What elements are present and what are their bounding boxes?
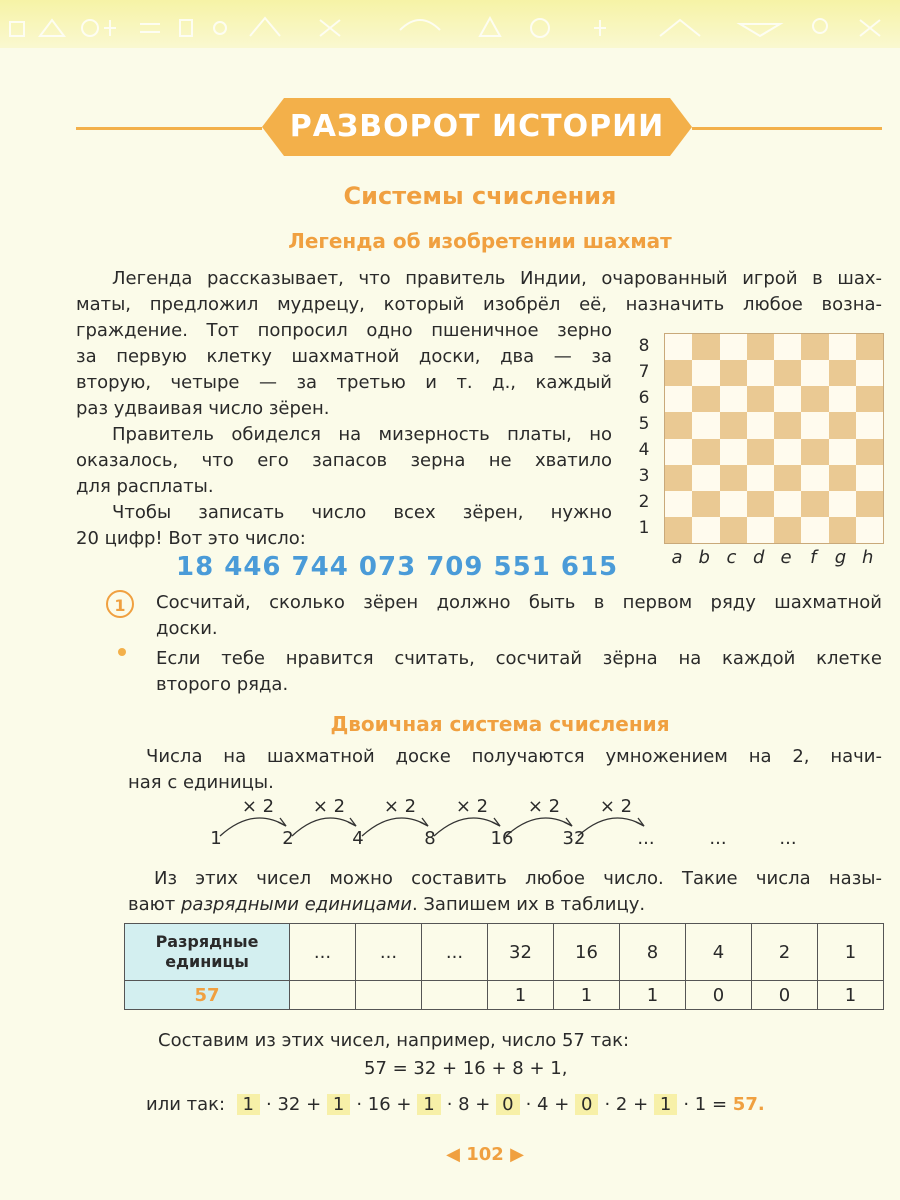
sequence-number: 4 xyxy=(352,828,364,849)
text-line: второго ряда. xyxy=(156,674,289,695)
table-cell xyxy=(422,981,488,1010)
table-header-cell: 8 xyxy=(620,924,686,981)
arrow-head xyxy=(492,818,500,826)
equation-prefix: или так: xyxy=(146,1094,226,1115)
text-line: вторую, четыре — за третью и т. д., каждый xyxy=(76,372,612,393)
text-line: маты, предложил мудрецу, который изобрёл её, назначить любое возна- xyxy=(76,294,882,315)
table-cell: 1 xyxy=(818,981,884,1010)
binary-subtitle: Двоичная система счисления xyxy=(330,712,670,736)
grain-count-number: 18 446 744 073 709 551 615 xyxy=(176,552,619,582)
text-line: Легенда рассказывает, что правитель Индии, очарованный игрой в шах- xyxy=(112,268,882,289)
equation-term: · 16 + xyxy=(356,1094,412,1115)
table-header-cell: ... xyxy=(356,924,422,981)
chessboard-row-label: 3 xyxy=(638,466,650,486)
text-line: Чтобы записать число всех зёрен, нужно xyxy=(112,502,612,523)
text-line: . Запишем их в таблицу. xyxy=(411,894,646,915)
chessboard-column-label: h xyxy=(862,547,874,568)
chessboard-column-label: e xyxy=(780,547,792,568)
table-cell xyxy=(290,981,356,1010)
sequence-number: 1 xyxy=(210,828,222,849)
page-number xyxy=(440,1144,530,1165)
text-line: доски. xyxy=(156,618,218,639)
table-header-cell: 32 xyxy=(488,924,554,981)
binary-digit-highlight: 1 xyxy=(417,1094,440,1115)
equation-term: · 8 + xyxy=(446,1094,491,1115)
table-cell: 0 xyxy=(752,981,818,1010)
text-line: Составим из этих чисел, например, число 57 так: xyxy=(158,1030,630,1051)
next-page-icon[interactable]: ▶ xyxy=(510,1144,524,1165)
equation-term: · 4 + xyxy=(525,1094,570,1115)
chessboard-column-label: g xyxy=(834,547,847,568)
banner-title: РАЗВОРОТ ИСТОРИИ xyxy=(289,109,665,144)
table-cell: 1 xyxy=(554,981,620,1010)
arrow-head xyxy=(636,818,644,826)
text-line: Из этих чисел можно составить любое число. Такие числа назы- xyxy=(154,868,882,889)
table-cell: 1 xyxy=(620,981,686,1010)
table-row xyxy=(125,981,884,1010)
table-header-cell: 16 xyxy=(554,924,620,981)
multiplier-label: × 2 xyxy=(383,796,417,817)
text-line: раз удваивая число зёрен. xyxy=(76,398,330,419)
binary-digit-highlight: 1 xyxy=(327,1094,350,1115)
chessboard-column-label: b xyxy=(698,547,710,568)
text-line: для расплаты. xyxy=(76,476,214,497)
equation-2 xyxy=(146,1094,765,1115)
compose-text xyxy=(158,1028,758,1054)
legend-subtitle: Легенда об изобретении шахмат xyxy=(288,229,672,253)
sequence-number: 32 xyxy=(562,828,586,849)
table-cell: 1 xyxy=(488,981,554,1010)
equation-term: · 2 + xyxy=(604,1094,649,1115)
term-italic: разрядными единицами xyxy=(181,894,412,915)
text-line: оказалось, что его запасов зерна не хватило xyxy=(76,450,612,471)
table-cell xyxy=(356,981,422,1010)
sequence-number: 16 xyxy=(490,828,514,849)
sequence-number: ... xyxy=(637,828,655,849)
chessboard-column-label: d xyxy=(753,547,765,568)
binary-digit-highlight: 1 xyxy=(237,1094,260,1115)
table-header-cell: 4 xyxy=(686,924,752,981)
multiplier-label: × 2 xyxy=(527,796,561,817)
table-header-label: Разрядные единицы xyxy=(125,924,290,981)
text-line: вают xyxy=(128,894,181,915)
binary-digit-highlight: 0 xyxy=(575,1094,598,1115)
table-header-cell: ... xyxy=(290,924,356,981)
sequence-number: 2 xyxy=(282,828,294,849)
sequence-number: ... xyxy=(709,828,727,849)
arrow-head xyxy=(278,818,286,826)
prev-page-icon[interactable]: ◀ xyxy=(446,1144,460,1165)
chessboard-column-label: a xyxy=(671,547,683,568)
section-title: Системы счисления xyxy=(343,182,617,210)
table-row-label: 57 xyxy=(125,981,290,1010)
table-row xyxy=(125,924,884,981)
chessboard-row-label: 7 xyxy=(638,362,650,382)
text-line: граждение. Тот попросил одно пшеничное зерно xyxy=(76,320,612,341)
arrow-head xyxy=(564,818,572,826)
multiplier-label: × 2 xyxy=(599,796,633,817)
chessboard-column-label: c xyxy=(726,547,737,568)
chessboard-row-label: 2 xyxy=(638,492,650,512)
text-line: 20 цифр! Вот это число: xyxy=(76,528,306,549)
binary-digit-highlight: 0 xyxy=(496,1094,519,1115)
task-number-badge: 1 xyxy=(106,590,134,618)
text-line: Сосчитай, сколько зёрен должно быть в первом ряду шахматной xyxy=(156,592,882,613)
equation-term: · 1 = xyxy=(683,1094,728,1115)
sequence-number: 8 xyxy=(424,828,436,849)
arrow-head xyxy=(420,818,428,826)
text-line: за первую клетку шахматной доски, два — за xyxy=(76,346,612,367)
text-line: ная с единицы. xyxy=(128,772,274,793)
chessboard-row-label: 5 xyxy=(638,414,650,434)
equation-1: 57 = 32 + 16 + 8 + 1, xyxy=(364,1058,568,1079)
binary-text-2 xyxy=(128,866,882,918)
table-header-cell: 1 xyxy=(818,924,884,981)
text-line: Правитель обиделся на мизерность платы, но xyxy=(112,424,612,445)
table-header-cell: ... xyxy=(422,924,488,981)
table-header-cell: 2 xyxy=(752,924,818,981)
place-value-table xyxy=(124,923,884,1010)
sequence-number: ... xyxy=(779,828,797,849)
text-line: Если тебе нравится считать, сосчитай зёрна на каждой клетке xyxy=(156,648,882,669)
equation-term: · 32 + xyxy=(266,1094,322,1115)
chessboard-row-label: 6 xyxy=(638,388,650,408)
text-line: Числа на шахматной доске получаются умножением на 2, начи- xyxy=(146,746,882,767)
chessboard-row-label: 1 xyxy=(638,518,650,538)
binary-digit-highlight: 1 xyxy=(654,1094,677,1115)
table-cell: 0 xyxy=(686,981,752,1010)
chessboard-column-label: f xyxy=(810,547,817,568)
chessboard-row-label: 8 xyxy=(638,336,650,356)
page-number-value: 102 xyxy=(466,1144,504,1165)
multiplier-label: × 2 xyxy=(241,796,275,817)
arrow-head xyxy=(348,818,356,826)
multiplier-label: × 2 xyxy=(312,796,346,817)
chessboard-row-label: 4 xyxy=(638,440,650,460)
multiplier-label: × 2 xyxy=(455,796,489,817)
equation-result: 57. xyxy=(732,1094,765,1115)
